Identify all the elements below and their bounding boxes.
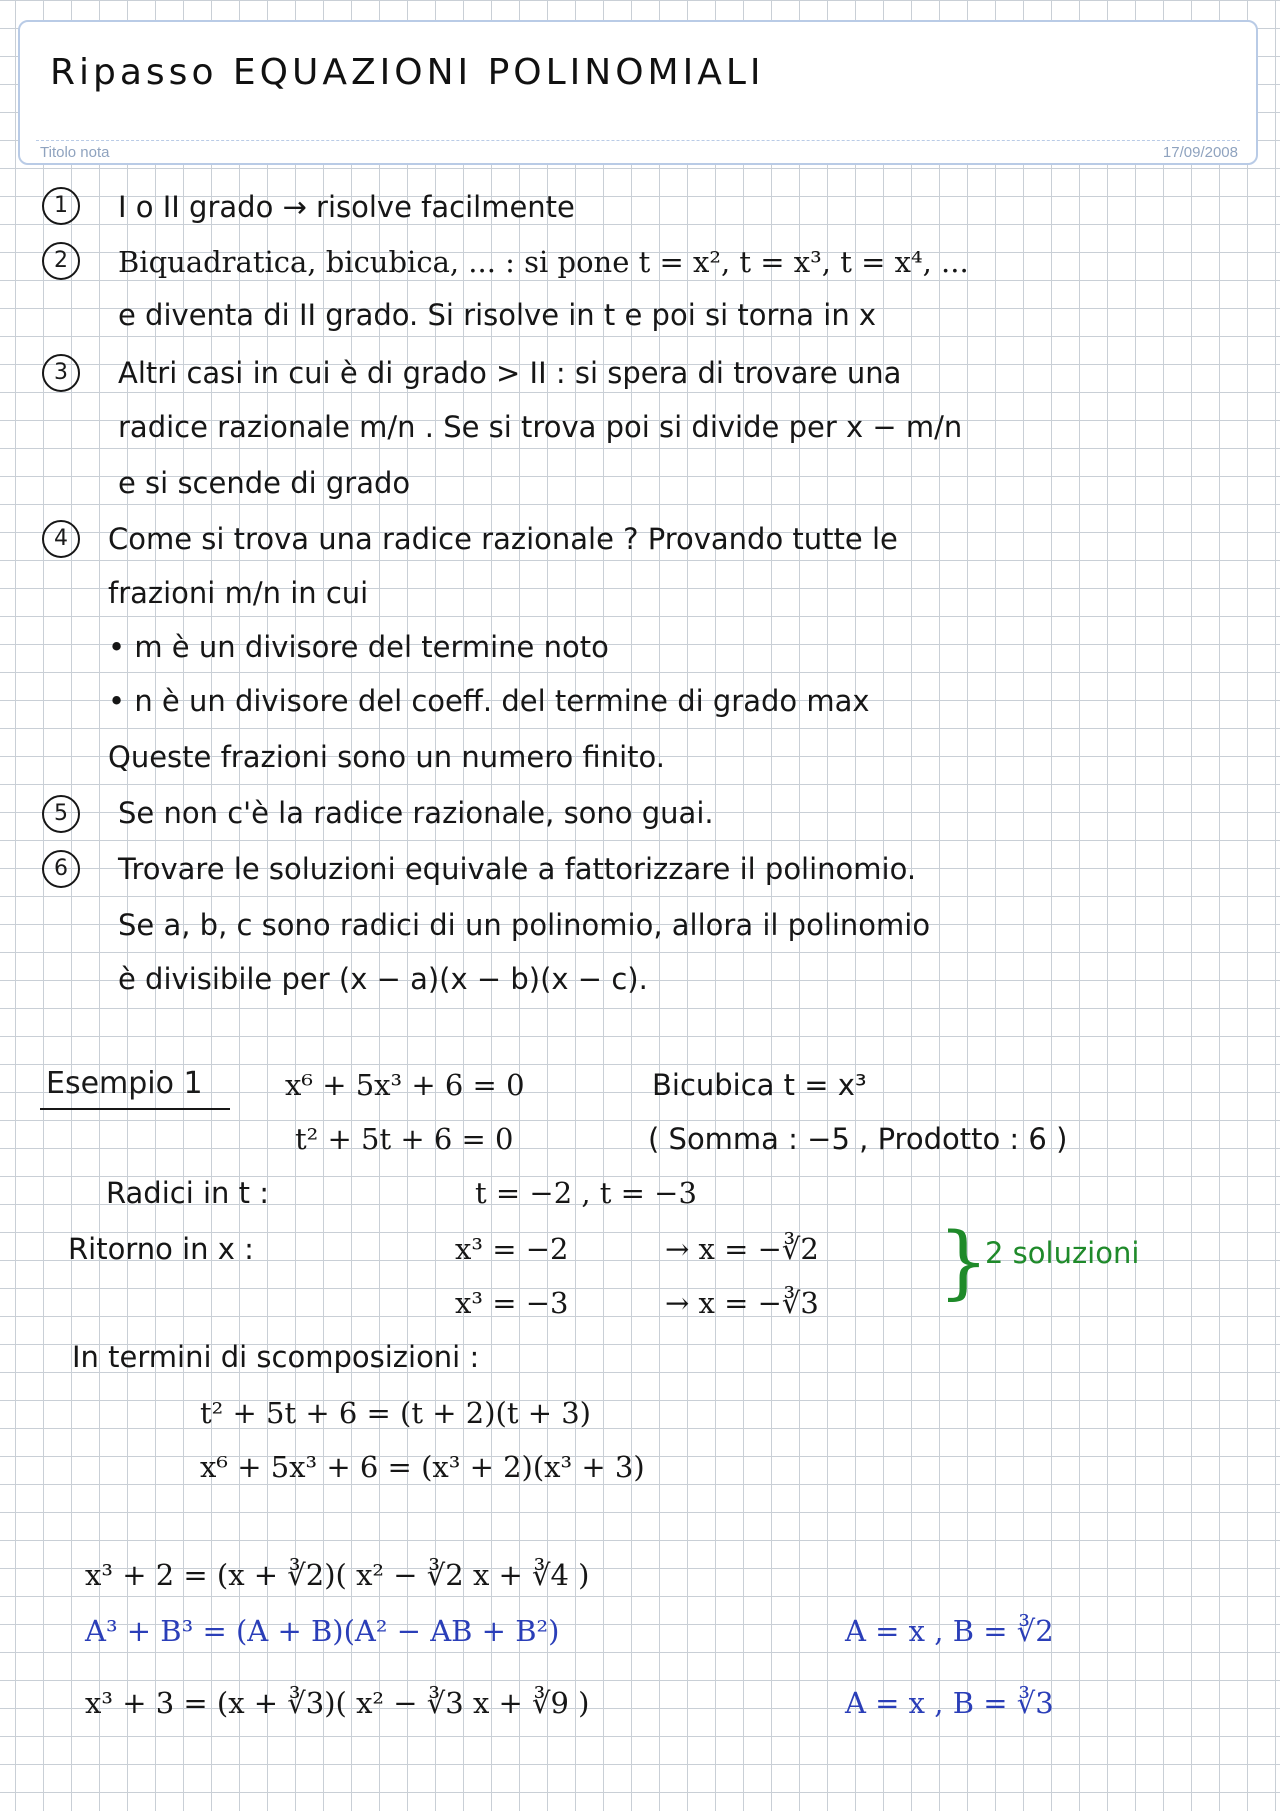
point-number-6: 6 [42,850,80,888]
point-4-line-3: • m è un divisore del termine noto [108,630,609,664]
sum-of-cubes-factor-2: x³ + 3 = (x + ∛3)( x² − ∛3 x + ∛9 ) [85,1686,590,1720]
point-1-line-1: I o II grado → risolve facilmente [118,190,575,224]
point-4-line-4: • n è un divisore del coeff. del termine di grado max [108,684,870,718]
substitution-1: A = x , B = ∛2 [845,1614,1054,1648]
example-equation: x⁶ + 5x³ + 6 = 0 [285,1068,525,1102]
solutions-brace: } [938,1215,989,1308]
point-3-line-2: radice razionale m/n . Se si trova poi si divide per x − m/n [118,410,963,444]
point-4-line-5: Queste frazioni sono un numero finito. [108,740,665,774]
sum-of-cubes-factor-1: x³ + 2 = (x + ∛2)( x² − ∛2 x + ∛4 ) [85,1558,590,1592]
return-equation-1: x³ = −2 [455,1232,569,1266]
point-number-2: 2 [42,242,80,280]
point-number-5: 5 [42,795,80,833]
return-equation-2: x³ = −3 [455,1286,569,1320]
example-sum-product-note: ( Somma : −5 , Prodotto : 6 ) [648,1122,1068,1156]
return-solution-2: → x = −∛3 [665,1286,819,1320]
point-3-line-1: Altri casi in cui è di grado > II : si spera di trovare una [118,356,902,390]
example-title-underline [40,1108,230,1110]
point-6-line-3: è divisibile per (x − a)(x − b)(x − c). [118,962,648,996]
solutions-count-note: 2 soluzioni [985,1236,1140,1270]
return-solution-1: → x = −∛2 [665,1232,819,1266]
decomposition-label: In termini di scomposizioni : [72,1340,480,1374]
note-date: 17/09/2008 [1162,144,1238,161]
example-title: Esempio 1 [46,1066,203,1101]
note-title: Ripasso EQUAZIONI POLINOMIALI [50,52,765,93]
point-2-line-1: Biquadratica, bicubica, ... : si pone t = x², t = x³, t = x⁴, ... [118,245,969,279]
decomposition-x: x⁶ + 5x³ + 6 = (x³ + 2)(x³ + 3) [200,1450,645,1484]
return-label: Ritorno in x : [68,1232,254,1266]
point-6-line-1: Trovare le soluzioni equivale a fattorizzare il polinomio. [118,852,917,886]
substitution-2: A = x , B = ∛3 [845,1686,1054,1720]
roots-label: Radici in t : [106,1176,269,1210]
point-4-line-2: frazioni m/n in cui [108,576,369,610]
example-substituted-equation: t² + 5t + 6 = 0 [295,1122,514,1156]
point-2-line-2: e diventa di II grado. Si risolve in t e poi si torna in x [118,298,877,332]
roots-in-t: t = −2 , t = −3 [475,1176,697,1210]
point-number-4: 4 [42,520,80,558]
point-6-line-2: Se a, b, c sono radici di un polinomio, allora il polinomio [118,908,931,942]
point-3-line-3: e si scende di grado [118,466,411,500]
point-number-1: 1 [42,187,80,225]
point-5-line-1: Se non c'è la radice razionale, sono guai. [118,796,714,830]
point-number-3: 3 [42,354,80,392]
point-4-line-1: Come si trova una radice razionale ? Provando tutte le [108,522,898,556]
header-divider [36,140,1240,141]
example-equation-type: Bicubica t = x³ [652,1068,867,1102]
note-header [18,20,1258,165]
decomposition-t: t² + 5t + 6 = (t + 2)(t + 3) [200,1396,591,1430]
sum-of-cubes-formula: A³ + B³ = (A + B)(A² − AB + B²) [85,1614,560,1648]
note-title-label: Titolo nota [40,144,110,161]
